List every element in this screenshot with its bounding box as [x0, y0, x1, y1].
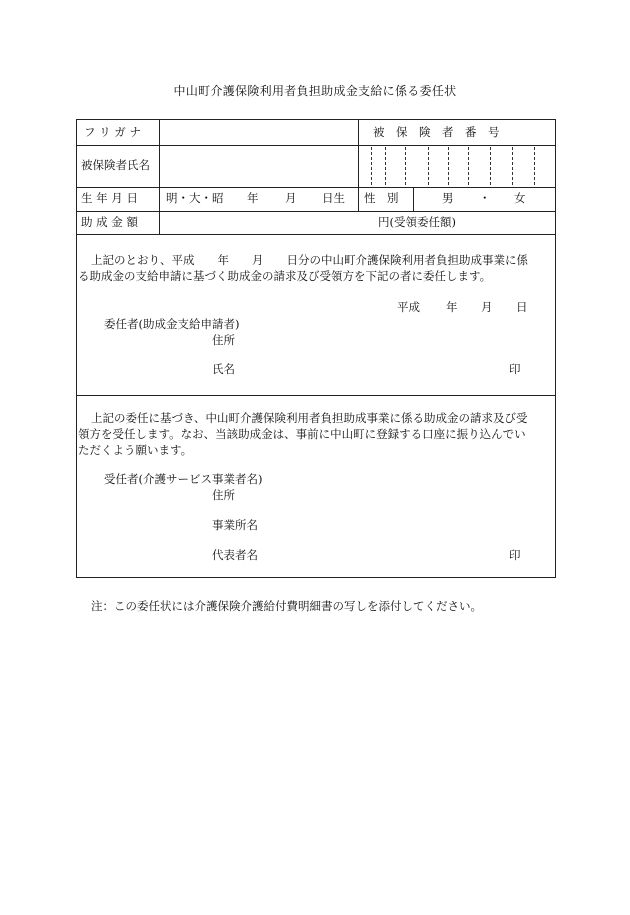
insured-number-label: 被 保 険 者 番 号	[373, 125, 500, 139]
digit-separator	[371, 147, 372, 185]
digit-separator	[534, 147, 535, 185]
sex-separator: ・	[479, 191, 491, 205]
birth-month-unit: 月	[285, 191, 297, 205]
digit-separator	[468, 147, 469, 185]
subsidy-amount-suffix: 円(受領委任額)	[378, 215, 456, 229]
document-title: 中山町介護保険利用者負担助成金支給に係る委任状	[173, 84, 457, 98]
subsidy-amount-label: 助 成 金 額	[81, 215, 138, 229]
digit-separator	[405, 147, 406, 185]
sex-label: 性 別	[364, 191, 399, 205]
birth-day-unit: 日生	[322, 191, 345, 205]
delegation-date-year: 年	[446, 300, 458, 314]
delegator-seal: 印	[509, 362, 521, 376]
delegatee-label: 受任者(介護サービス事業者名)	[104, 472, 263, 486]
delegation-date-day: 日	[516, 300, 528, 314]
delegatee-office-label: 事業所名	[212, 518, 258, 532]
birth-year-unit: 年	[247, 191, 259, 205]
digit-separator	[385, 147, 386, 185]
era-options: 明・大・昭	[166, 191, 224, 205]
sex-female: 女	[514, 191, 526, 205]
table-row-divider	[76, 145, 556, 146]
delegatee-representative-label: 代表者名	[212, 548, 258, 562]
table-col-divider	[159, 119, 160, 235]
insured-name-label: 被保険者氏名	[81, 158, 150, 172]
delegator-address-label: 住所	[212, 333, 235, 347]
delegatee-seal: 印	[509, 548, 521, 562]
attachment-note: 注：この委任状には介護保険介護給付費明細書の写しを添付してください。	[91, 599, 482, 613]
acceptance-text-line3: ただくよう願います。	[78, 443, 193, 457]
digit-separator	[512, 147, 513, 185]
delegation-text-line2: る助成金の支給申請に基づく助成金の請求及び受領方を下記の者に委任します。	[78, 269, 492, 283]
digit-separator	[490, 147, 491, 185]
delegator-name-label: 氏名	[212, 362, 235, 376]
delegation-date-era: 平成	[397, 300, 420, 314]
delegator-label: 委任者(助成金支給申請者)	[104, 317, 240, 331]
delegation-text-line1: 上記のとおり、平成 年 月 日分の中山町介護保険利用者負担助成事業に係	[91, 253, 528, 267]
acceptance-text-line1: 上記の委任に基づき、中山町介護保険利用者負担助成事業に係る助成金の請求及び受	[91, 411, 528, 425]
table-row-divider	[76, 187, 556, 188]
furigana-label: フ リ ガ ナ	[84, 125, 141, 139]
delegation-date-month: 月	[481, 300, 493, 314]
table-col-divider	[413, 187, 414, 211]
acceptance-text-line2: 領方を受任します。なお、当該助成金は、事前に中山町に登録する口座に振り込んでい	[78, 427, 526, 441]
birth-date-label: 生 年 月 日	[81, 191, 138, 205]
table-col-divider	[358, 119, 359, 211]
table-row-divider	[76, 211, 556, 212]
delegatee-address-label: 住所	[212, 488, 235, 502]
sex-male: 男	[442, 191, 454, 205]
digit-separator	[428, 147, 429, 185]
digit-separator	[448, 147, 449, 185]
